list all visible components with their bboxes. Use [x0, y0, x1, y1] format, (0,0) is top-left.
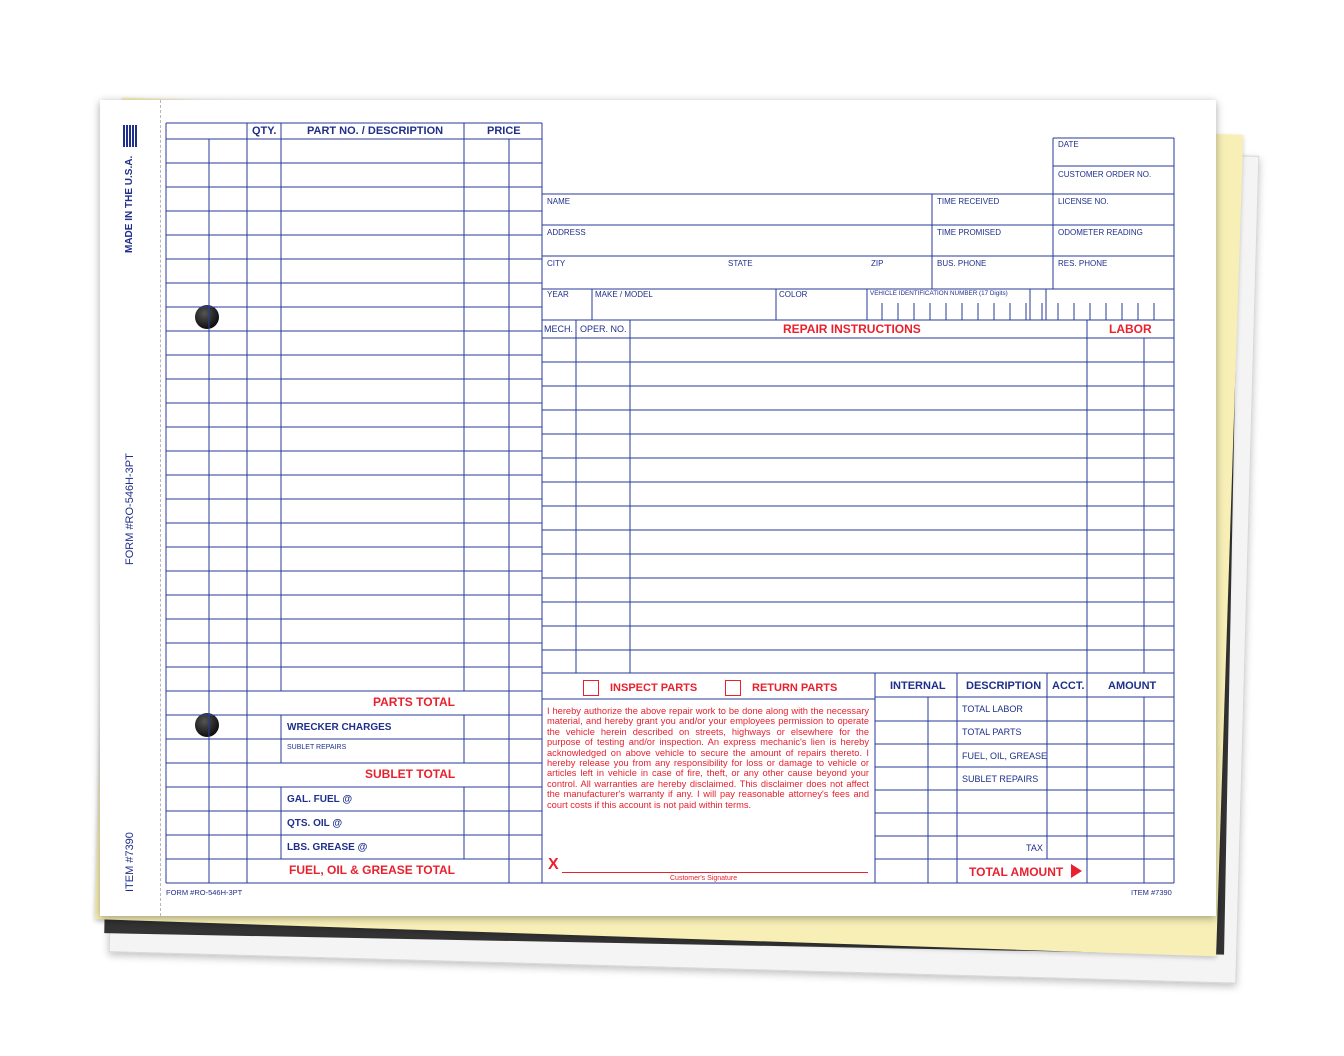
sublet-total-label: SUBLET TOTAL [365, 767, 456, 781]
vin-field[interactable]: VEHICLE IDENTIFICATION NUMBER (17 Digits) [870, 290, 1008, 297]
total-labor-label: TOTAL LABOR [962, 704, 1023, 714]
return-parts-label: RETURN PARTS [752, 682, 838, 694]
fuel-oil-grease-label: FUEL, OIL, GREASE [962, 751, 1048, 761]
state-field[interactable]: STATE [728, 259, 753, 268]
description-header: DESCRIPTION [966, 680, 1042, 692]
name-field[interactable]: NAME [547, 197, 571, 206]
date-field[interactable]: DATE [1058, 140, 1079, 149]
mech-header: MECH. [544, 324, 573, 334]
customer-order-field[interactable]: CUSTOMER ORDER NO. [1058, 170, 1152, 179]
res-phone-field[interactable]: RES. PHONE [1058, 259, 1108, 268]
qts-oil-label: QTS. OIL @ [287, 818, 343, 829]
labor-header: LABOR [1109, 322, 1152, 336]
sublet-repairs-label: SUBLET REPAIRS [287, 744, 347, 751]
footer-form-number: FORM #RO-546H-3PT [166, 888, 243, 897]
fuel-oil-grease-total-label: FUEL, OIL & GREASE TOTAL [289, 863, 456, 877]
color-field[interactable]: COLOR [779, 290, 808, 299]
qty-header: QTY. [252, 125, 277, 137]
make-model-field[interactable]: MAKE / MODEL [595, 290, 653, 299]
inspect-parts-label: INSPECT PARTS [610, 682, 698, 694]
gal-fuel-label: GAL. FUEL @ [287, 794, 353, 805]
address-field[interactable]: ADDRESS [547, 228, 586, 237]
wrecker-charges-label: WRECKER CHARGES [287, 722, 392, 733]
bus-phone-field[interactable]: BUS. PHONE [937, 259, 987, 268]
year-field[interactable]: YEAR [547, 290, 569, 299]
odometer-field[interactable]: ODOMETER READING [1058, 228, 1143, 237]
stub-form-number: FORM #RO-546H-3PT [124, 453, 136, 565]
tax-label: TAX [1026, 843, 1043, 853]
license-field[interactable]: LICENSE NO. [1058, 197, 1109, 206]
time-received-field[interactable]: TIME RECEIVED [937, 197, 1000, 206]
customer-signature-label: Customer's Signature [670, 875, 738, 882]
signature-x-mark: X [548, 856, 559, 873]
parts-total-label: PARTS TOTAL [373, 695, 455, 709]
authorization-text: I hereby authorize the above repair work to be done along with the necessary material, and hereby grant you and/or your employees permission to operate the vehicle herein described on streets, highways or elsewhere for the purpose of testing and/or inspection. An express mechanic's lien is hereby acknowledged on above vehicle to secure the amount of repairs thereto. I hereby release you from any responsibility for loss or damage to vehicle or articles left in vehicle in case of fire, theft, or any other cause beyond your control. All warranties are hereby disclaimed. This disclaimer does not affect the manufacturer's warranty if any. I will pay reasonable attorney's fees and court costs if this account is not paid within terms. [547, 706, 869, 810]
footer-item-number: ITEM #7390 [1131, 888, 1172, 897]
stub-item-number: ITEM #7390 [124, 832, 136, 892]
amount-header: AMOUNT [1108, 680, 1157, 692]
time-promised-field[interactable]: TIME PROMISED [937, 228, 1002, 237]
price-header: PRICE [487, 125, 521, 137]
lbs-grease-label: LBS. GREASE @ [287, 842, 368, 853]
internal-header: INTERNAL [890, 680, 946, 692]
total-amount-label: TOTAL AMOUNT [969, 865, 1064, 879]
acct-header: ACCT. [1052, 680, 1085, 692]
sublet-repairs-total-label: SUBLET REPAIRS [962, 774, 1039, 784]
made-in-usa-label: MADE IN THE U.S.A. [124, 155, 135, 253]
repair-instructions-header: REPAIR INSTRUCTIONS [783, 322, 921, 336]
zip-field[interactable]: ZIP [871, 259, 884, 268]
oper-no-header: OPER. NO. [580, 324, 627, 334]
city-field[interactable]: CITY [547, 259, 566, 268]
total-parts-label: TOTAL PARTS [962, 727, 1022, 737]
part-description-header: PART NO. / DESCRIPTION [307, 125, 444, 137]
